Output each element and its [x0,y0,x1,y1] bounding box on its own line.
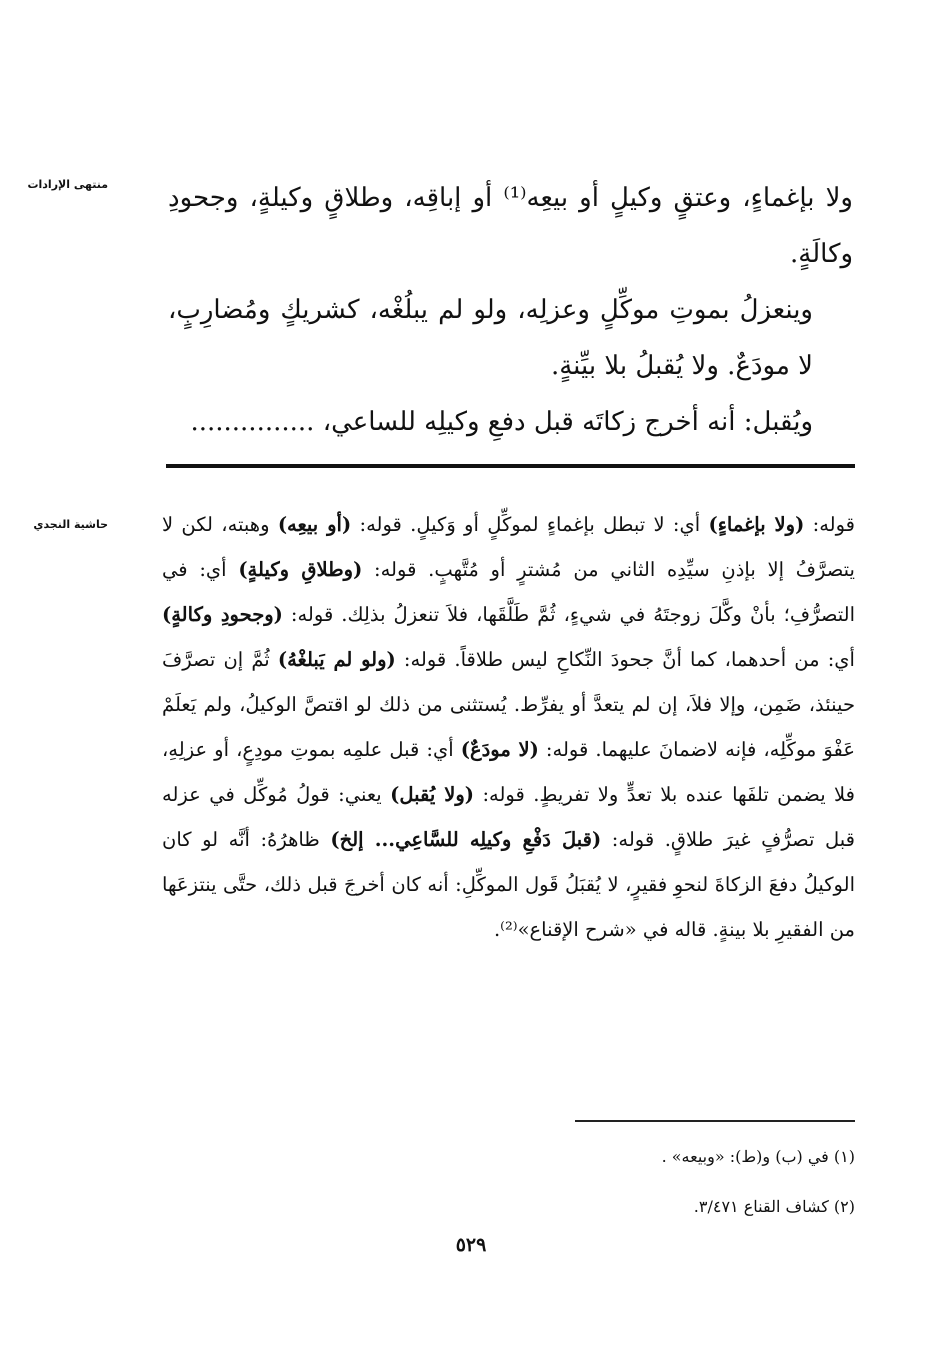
footnote-divider [575,1120,855,1122]
hashiya-text: ظاهرُهُ: أنَّه لو كان الوكيلُ دفعَ الزكاةَ لنحوِ فقيرٍ، لا يُقبَلُ قَول الموكِّلِ: أنه كان أخرجَ قبل ذلك، حتَّى ينتزعَها من الفقيرِ بلا بينةٍ. قاله في «شرح الإقناع»⁽²⁾. [162,828,855,941]
hashiya-quote: (وجحودِ وكالةٍ) [162,603,283,626]
section-divider [166,464,855,468]
matn-text-block [168,170,853,450]
hashiya-text: أي: من أحدهما، كما أنَّ جحودَ النِّكاحِ ليس طلاقاً. قوله: [395,648,855,671]
hashiya-text: ثُمَّ إن تصرَّفَ حينئذ، ضَمِن، وإلا فلاَ، إن لم يتعدَّ أو يفرِّط. يُستثنى من ذلك لو اقتصَّ الوكيلُ، ولم يَعلَمْ عَفْوَ موكِّلِه، فإنه لاضمانَ عليهما. قوله: [162,648,855,761]
matn-paragraph-2: وينعزلُ بموتِ موكِّلٍ وعزلِه، ولو لم يبلُغْه، كشريكٍ ومُضارِبٍ، لا مودَعٌ. ولا يُقبلُ بلا بيِّنةٍ. [168,295,813,381]
hashiya-text-block [162,502,855,952]
footnote-2: (٢) كشاف القناع ٣/٤٧١. [693,1197,855,1216]
hashiya-quote: (ولا يُقبل) [390,783,475,806]
hashiya-paragraph [162,502,855,952]
footnotes-block [400,1132,855,1232]
hashiya-quote: (ولو لم يَبلغْهُ) [277,648,396,671]
hashiya-quote: (قبلَ دَفْعِ وكيلِه للسَّاعِي... إلخ) [330,828,602,851]
hashiya-text: يعني: قولُ مُوكِّل في عزله قبل تصرُّفٍ غيرَ طلاقٍ. قوله: [162,783,855,851]
hashiya-quote: (لا مودَعٌ) [460,738,539,761]
hashiya-text: وهبته، لكن لا يتصرَّفُ إلا بإذنِ سيِّدِه الثاني من مُشترٍ أو مُتَّهبٍ. قوله: [162,513,855,581]
matn-paragraph-3: ويُقبل: أنه أخرج زكاتَه قبل دفعِ وكيلِه للساعي، ............... [190,407,813,437]
hashiya-quote: (أو بيعِه) [277,513,352,536]
hashiya-source-label: حاشية النجدي [33,518,108,531]
page-number: ٥٢٩ [455,1234,487,1256]
hashiya-quote: (ولا بإغماءٍ) [708,513,805,536]
hashiya-text: أي: قبل علمِه بموتِ مودِعٍ، أو عزلِهِ، فلا يضمن تلفَها عنده بلا تعدٍّ ولا تفريطٍ. قوله: [162,738,855,806]
hashiya-quote: (وطلاقِ وكيلةٍ) [238,558,363,581]
matn-paragraph-1: ولا بإغماءٍ، وعتقٍ وكيلٍ أو بيعِه⁽¹⁾ أو إباقِه، وطلاقٍ وكيلةٍ، وجحودِ وكالَةٍ. [168,183,853,269]
hashiya-text: قوله: [804,513,855,536]
hashiya-text: أي: في التصرُّفِ؛ بأنْ وكَّلَ زوجتَهُ في شيءٍ، ثُمَّ طَلَّقَها، فلاَ تنعزلُ بذلِك. قوله: [162,558,855,626]
matn-source-label: منتهى الإرادات [27,178,108,191]
footnote-1: (١) في (ب) و(ط): «وبيعه» . [661,1147,855,1166]
hashiya-text: أي: لا تبطل بإغماءٍ لموكِّلٍ أو وَكيلٍ. قوله: [351,513,709,536]
